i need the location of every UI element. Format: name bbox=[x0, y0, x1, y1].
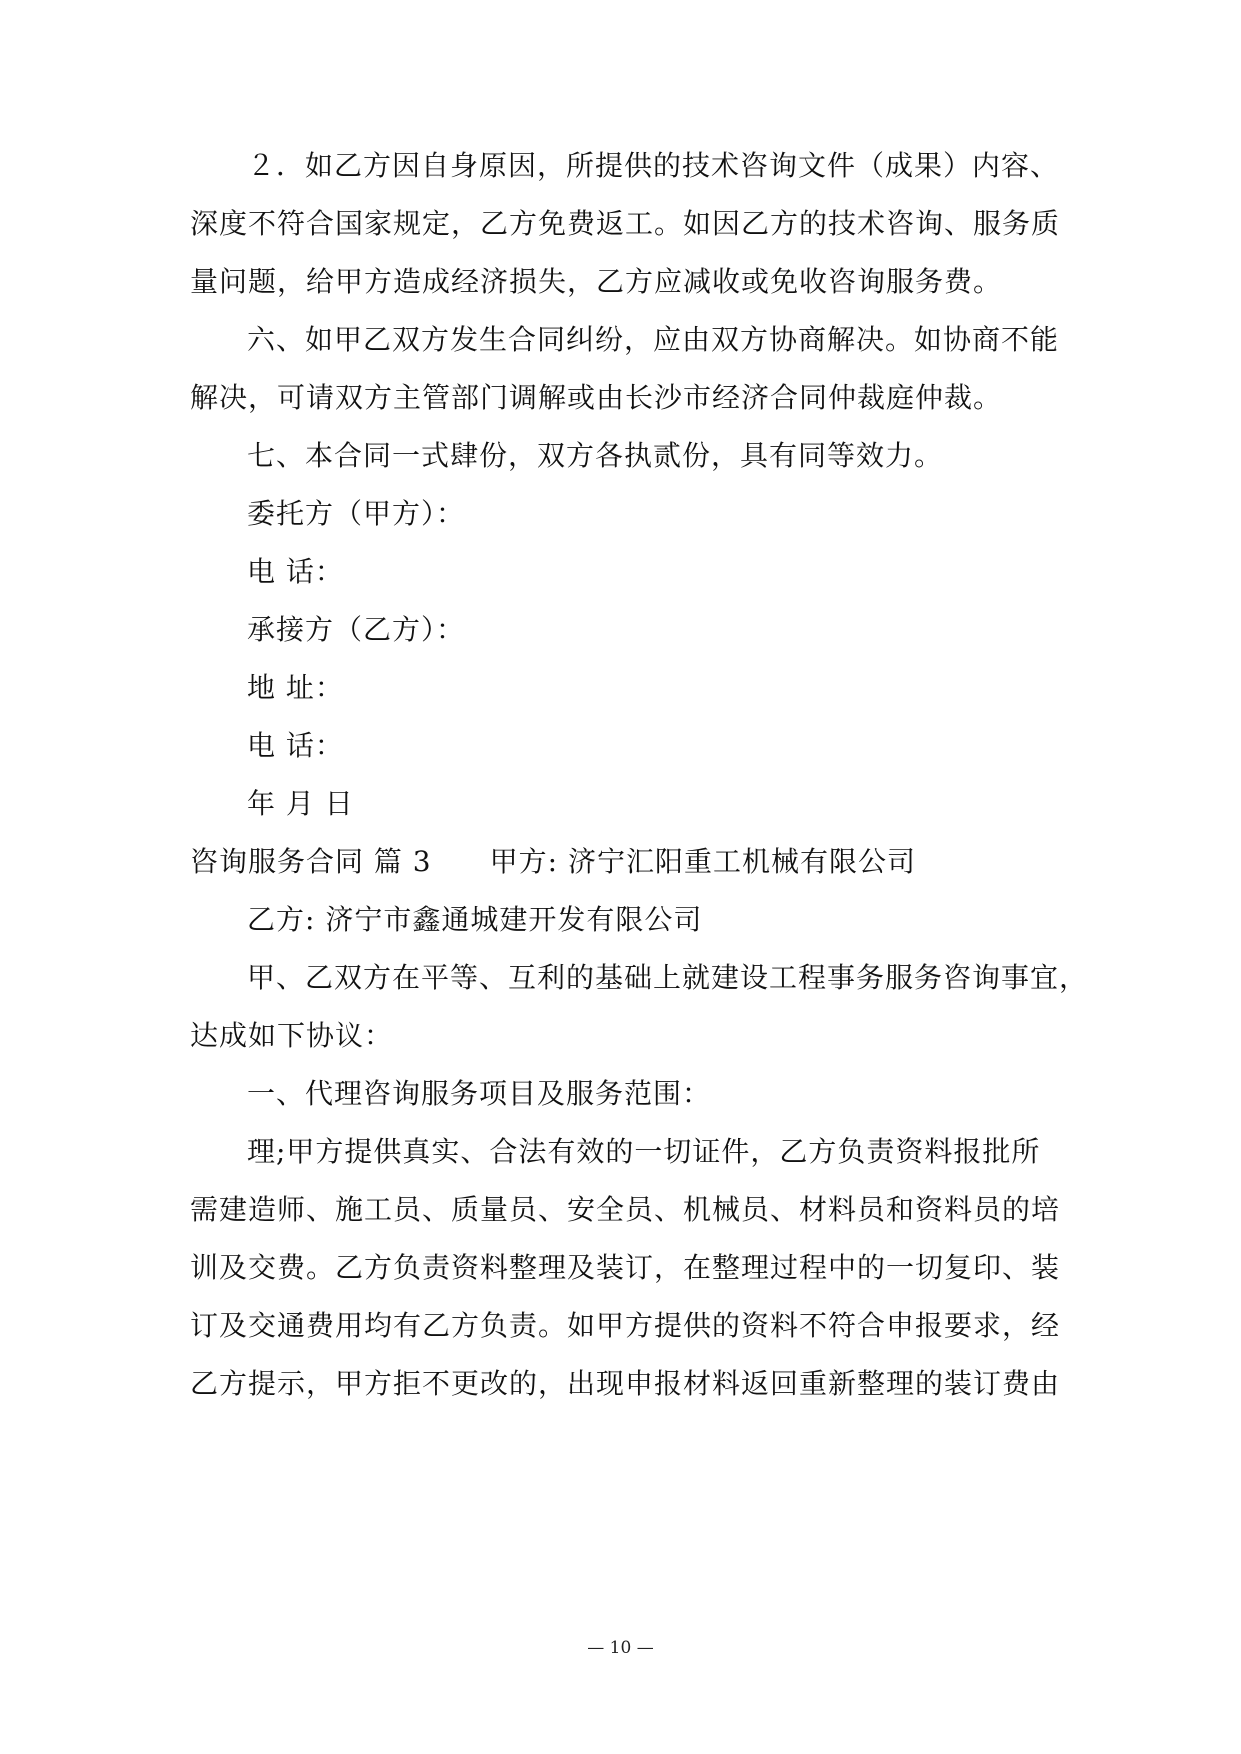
text-line: 需建造师、施工员、质量员、安全员、机械员、材料员和资料员的培 bbox=[190, 1193, 1061, 1226]
text-line: 达成如下协议： bbox=[190, 1019, 394, 1052]
text-line: 订及交通费用均有乙方负责。如甲方提供的资料不符合申报要求，经 bbox=[190, 1309, 1061, 1342]
text-line: 理;甲方提供真实、合法有效的一切证件，乙方负责资料报批所 bbox=[247, 1135, 1041, 1168]
text-line: 乙方提示，甲方拒不更改的，出现申报材料返回重新整理的装订费由 bbox=[190, 1367, 1061, 1400]
text-line: 训及交费。乙方负责资料整理及装订，在整理过程中的一切复印、装 bbox=[190, 1251, 1061, 1284]
text-line: 解决，可请双方主管部门调解或由长沙市经济合同仲裁庭仲裁。 bbox=[190, 381, 1003, 414]
text-line: ２．如乙方因自身原因，所提供的技术咨询文件（成果）内容、 bbox=[247, 149, 1060, 182]
text-line: 量问题，给甲方造成经济损失，乙方应减收或免收咨询服务费。 bbox=[190, 265, 1003, 298]
page-number: — 10 — bbox=[587, 1638, 654, 1658]
text-line: 年 月 日 bbox=[247, 787, 354, 820]
text-line: 甲、乙双方在平等、互利的基础上就建设工程事务服务咨询事宜， bbox=[247, 961, 1089, 994]
text-line: 乙方: 济宁市鑫通城建开发有限公司 bbox=[247, 903, 703, 936]
text-line: 电 话： bbox=[247, 729, 344, 762]
text-line: 七、本合同一式肆份，双方各执贰份，具有同等效力。 bbox=[247, 439, 944, 472]
text-line: 六、如甲乙双方发生合同纠纷，应由双方协商解决。如协商不能 bbox=[247, 323, 1060, 356]
text-line: 一、代理咨询服务项目及服务范围： bbox=[247, 1077, 712, 1110]
section-heading-line: 咨询服务合同 篇 3 甲方: 济宁汇阳重工机械有限公司 bbox=[190, 845, 916, 878]
text-line: 承接方（乙方）： bbox=[247, 613, 466, 646]
text-line: 地 址： bbox=[247, 671, 344, 704]
text-line: 深度不符合国家规定，乙方免费返工。如因乙方的技术咨询、服务质 bbox=[190, 207, 1061, 240]
text-line: 电 话： bbox=[247, 555, 344, 588]
text-line: 委托方（甲方）： bbox=[247, 497, 466, 530]
